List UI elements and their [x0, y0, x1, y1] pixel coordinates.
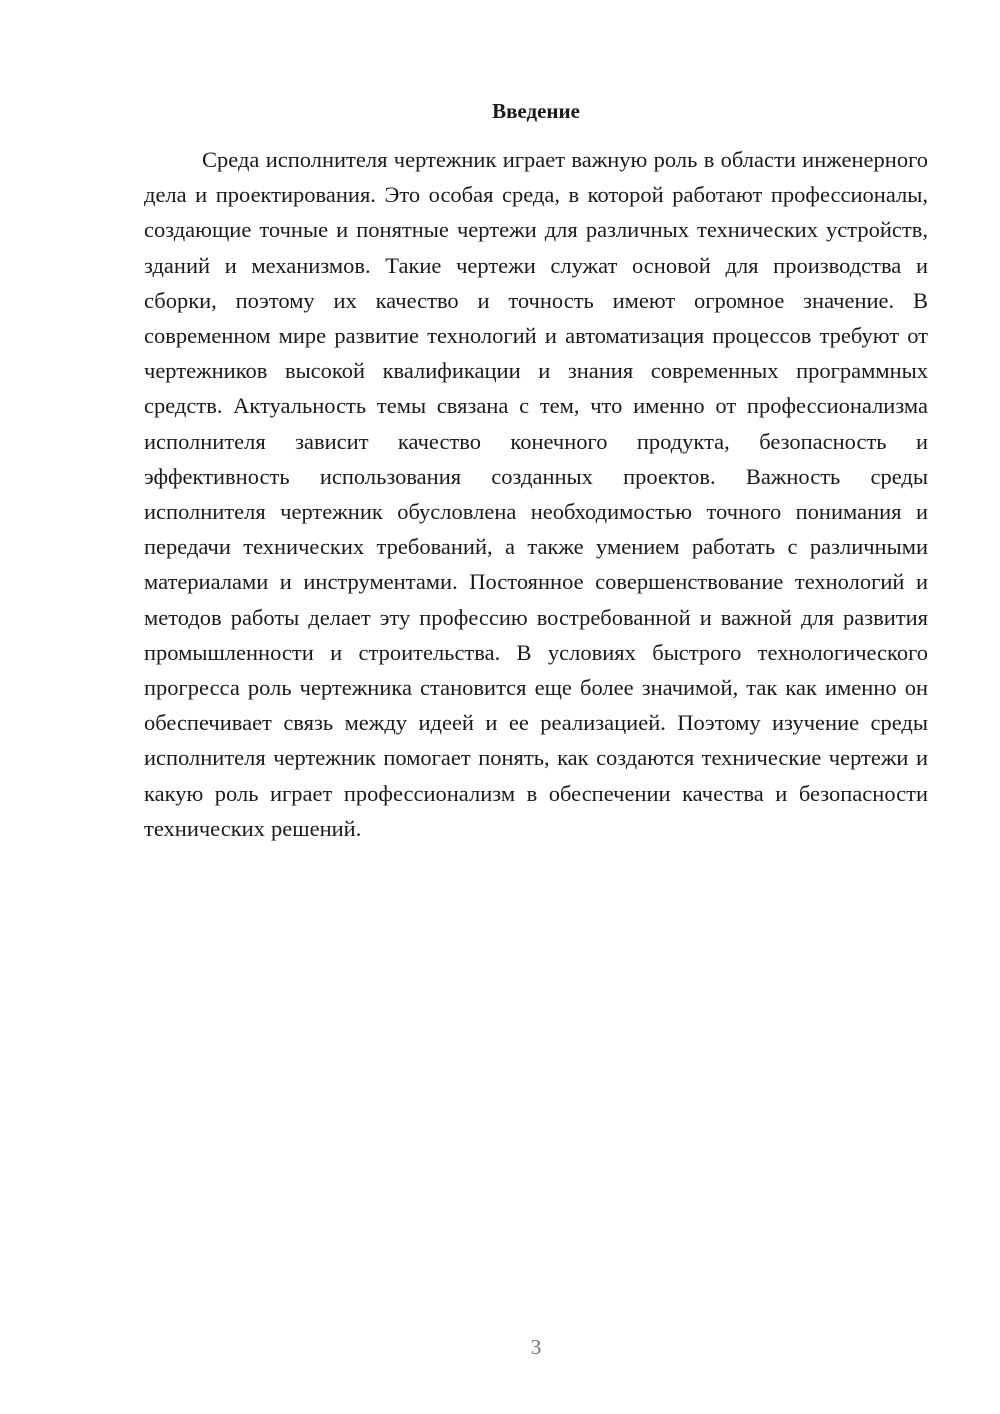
page-number: 3	[530, 1335, 542, 1359]
body-paragraph: Среда исполнителя чертежник играет важную роль в области инженерного дела и проектирования. Это особая среда, в которой работают профессионалы, создающие точные и понятные чертежи для различных технических устройств, зданий и механизмов. Такие чертежи служат основой для производства и сборки, поэтому их качество и точность имеют огромное значение. В современном мире развитие технологий и автоматизация процессов требуют от чертежников высокой квалификации и знания современных программных средств. Актуальность темы связана с тем, что именно от профессионализма исполнителя зависит качество конечного продукта, безопасность и эффективность использования созданных проектов. Важность среды исполнителя чертежник обусловлена необходимостью точного понимания и передачи технических требований, а также умением работать с различными материалами и инструментами. Постоянное совершенствование технологий и методов работы делает эту профессию востребованной и важной для развития промышленности и строительства. В условиях быстрого технологического прогресса роль чертежника становится еще более значимой, так как именно он обеспечивает связь между идеей и ее реализацией. Поэтому изучение среды исполнителя чертежник помогает понять, как создаются технические чертежи и какую роль играет профессионализм в обеспечении качества и безопасности технических решений.	[144, 147, 928, 841]
section-heading: Введение	[492, 99, 580, 123]
